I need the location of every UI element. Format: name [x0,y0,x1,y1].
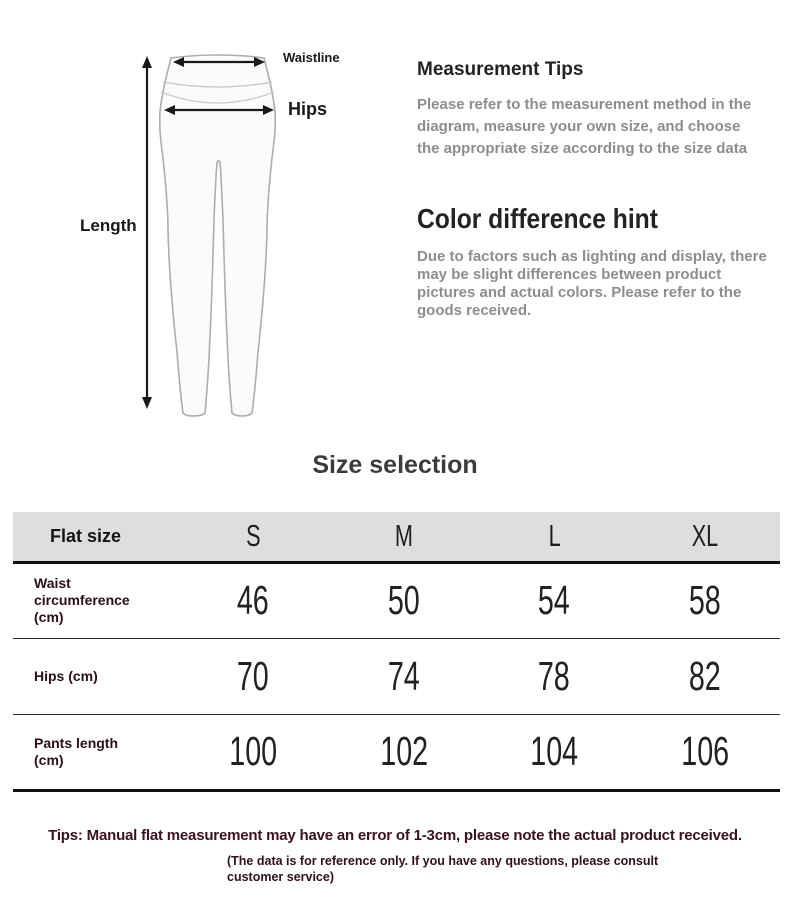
length-label: Length [80,216,137,235]
color-difference-body: Due to factors such as lighting and display, there may be slight differences between product pictures and actual colors. Please refer to the goods received. [417,248,767,319]
footer-tips-line: Tips: Manual flat measurement may have an error of 1-3cm, please note the actual product received. [48,826,742,844]
table-row-hips [13,638,780,714]
size-header-xl: XL [691,518,719,554]
measurement-tips-title: Measurement Tips [417,59,584,80]
waist-value-xl: 58 [688,577,721,623]
length-value-m: 102 [379,728,428,774]
length-value-l: 104 [530,728,579,774]
size-header-s: S [246,518,261,554]
size-table [13,512,780,792]
row-label-waist: Waist circumference (cm) [34,575,130,625]
color-difference-title-text: Color difference hint [417,203,658,234]
waist-value-s: 46 [237,577,270,623]
color-difference-title [417,204,767,234]
footer-note [0,853,790,885]
footer-note-line2: customer service) [227,869,335,884]
size-table-header-row [13,512,780,562]
waist-value-m: 50 [387,577,420,623]
size-header-l: L [548,518,561,554]
footer-note-line1: (The data is for reference only. If you have any questions, please consult [227,853,659,868]
row-label-pants-length: Pants length (cm) [34,734,119,768]
length-value-xl: 106 [680,728,729,774]
hips-value-l: 78 [538,652,571,699]
pants-measurement-diagram [0,0,400,440]
hips-value-m: 74 [387,652,420,699]
hips-value-s: 70 [237,652,270,699]
length-arrow [142,56,152,409]
table-row-waist [13,562,780,638]
flat-size-header: Flat size [50,525,122,546]
measurement-diagram-section [0,0,790,440]
waistline-label: Waistline [283,50,340,65]
hips-value-xl: 82 [688,652,721,699]
row-label-hips: Hips (cm) [34,667,98,684]
size-selection-title: Size selection [312,451,478,479]
tips-column [417,60,767,320]
measurement-tips-body: Please refer to the measurement method in the diagram, measure your own size, and choose the appropriate size according to the size data [417,96,752,157]
size-header-m: M [394,518,413,554]
hips-label: Hips [288,99,328,119]
length-value-s: 100 [229,728,278,774]
table-row-pants-length [13,714,780,790]
waist-value-l: 54 [538,577,571,623]
